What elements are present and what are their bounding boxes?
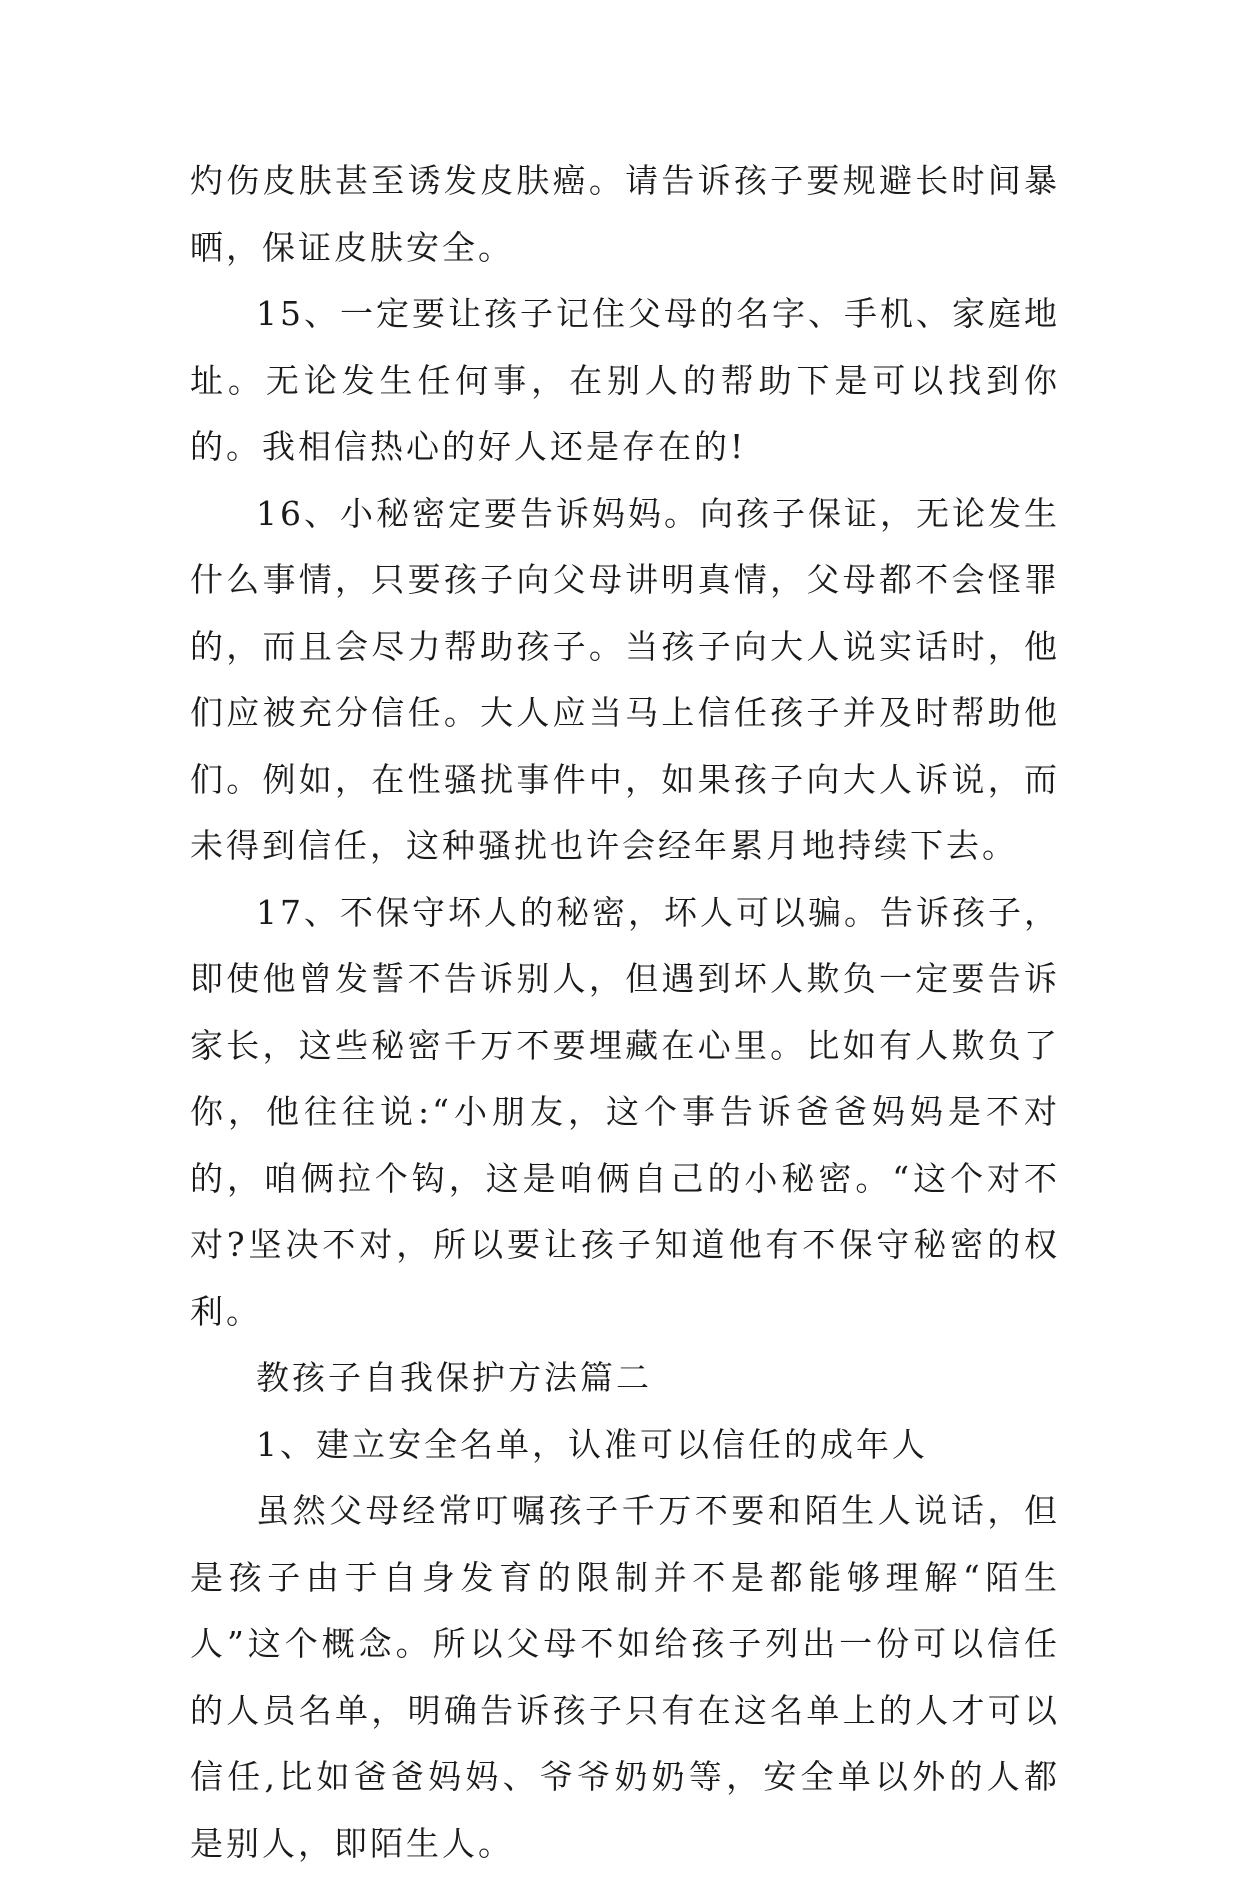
- section-heading: 教孩子自我保护方法篇二: [256, 1358, 652, 1397]
- document-body: [190, 148, 1060, 1877]
- paragraph-item-15: 15、一定要让孩子记住父母的名字、手机、家庭地址。无论发生任何事，在别人的帮助下是可以找到你的。我相信热心的好人还是存在的!: [190, 294, 1060, 466]
- paragraph-item-16: 16、小秘密定要告诉妈妈。向孩子保证，无论发生什么事情，只要孩子向父母讲明真情，父母都不会怪罪的，而且会尽力帮助孩子。当孩子向大人说实话时，他们应被充分信任。大人应当马上信任孩子并及时帮助他们。例如，在性骚扰事件中，如果孩子向大人诉说，而未得到信任，这种骚扰也许会经年累月地持续下去。: [190, 493, 1060, 865]
- paragraph-item-17: 17、不保守坏人的秘密，坏人可以骗。告诉孩子，即使他曾发誓不告诉别人，但遇到坏人欺负一定要告诉家长，这些秘密千万不要埋藏在心里。比如有人欺负了你，他往往说:“小朋友，这个事告诉爸爸妈妈是不对的，咱俩拉个钩，这是咱俩自己的小秘密。“这个对不对?坚决不对，所以要让孩子知道他有不保守秘密的权利。: [190, 892, 1060, 1331]
- subheading-item-1: 1、建立安全名单，认准可以信任的成年人: [256, 1424, 928, 1464]
- paragraph-sunburn-end: 灼伤皮肤甚至诱发皮肤癌。请告诉孩子要规避长时间暴晒，保证皮肤安全。: [190, 161, 1060, 267]
- paragraph-safety-list: 虽然父母经常叮嘱孩子千万不要和陌生人说话，但是孩子由于自身发育的限制并不是都能够理解“陌生人”这个概念。所以父母不如给孩子列出一份可以信任的人员名单，明确告诉孩子只有在这名单上的人才可以信任,比如爸爸妈妈、爷爷奶奶等，安全单以外的人都是别人，即陌生人。: [190, 1491, 1060, 1863]
